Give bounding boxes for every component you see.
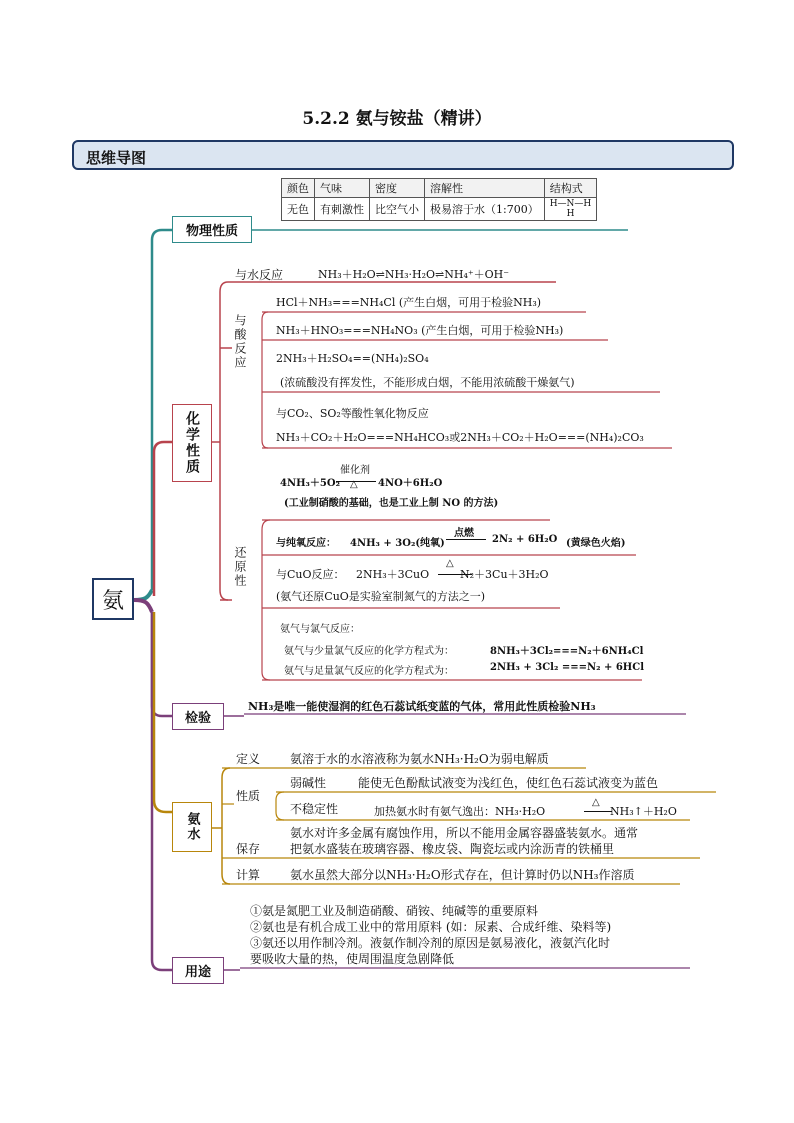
catalytic-note: (工业制硝酸的基础，也是工业上制 NO 的方法) [284, 498, 499, 509]
water-reaction-label: 与水反应 [235, 268, 284, 282]
oxygen-left: 4NH₃ + 3O₂(纯氧) [350, 538, 445, 549]
table-cell: 比空气小 [370, 198, 425, 221]
aw-unstable-text: 加热氨水时有氨气逸出：NH₃·H₂O [374, 805, 546, 818]
physical-properties-table [281, 178, 597, 221]
oxygen-prefix: 与纯氧反应： [276, 538, 336, 549]
ammonia-water-label: 氨水 [184, 812, 200, 842]
aw-unstable-right: NH₃↑＋H₂O [610, 805, 677, 818]
chlorine-excess-prefix: 氨气与足量氯气反应的化学方程式为： [284, 666, 454, 677]
uses-line1: ①氨是氮肥工业及制造硝酸、硝铵、纯碱等的重要原料 [250, 904, 539, 918]
aw-unstable-condition: △ [592, 797, 600, 808]
physical-label: 物理性质 [185, 224, 238, 239]
chlorine-excess-equation: 2NH₃ + 3Cl₂ ===N₂ + 6HCl [490, 662, 645, 673]
structural-formula-sub: H [566, 209, 575, 219]
acid-h2so4: 2NH₃＋H₂SO₄==(NH₄)₂SO₄ [276, 352, 429, 365]
aw-unstable-arrow [584, 811, 612, 812]
oxygen-arrow [446, 539, 486, 540]
acid-hno3: NH₃＋HNO₃===NH₄NO₃ (产生白烟，可用于检验NH₃) [276, 324, 564, 337]
uses-line3: ③氨还以用作制冷剂。液氨作制冷剂的原因是氨易液化，液氨汽化时 [250, 936, 611, 950]
test-label: 检验 [184, 711, 211, 726]
root-label: 氨 [101, 588, 124, 614]
table-cell: 有刺激性 [315, 198, 370, 221]
table-cell: 无色 [282, 198, 315, 221]
uses-line2: ②氨也是有机合成工业中的常用原料 (如：尿素、合成纤维、染料等) [250, 920, 612, 934]
aw-storage-line1: 氨水对许多金属有腐蚀作用，所以不能用金属容器盛装氨水。通常 [290, 826, 639, 840]
cuo-prefix: 与CuO反应： [276, 568, 345, 581]
chemical-node [172, 404, 212, 482]
acid-reaction-label: 与酸反应 [233, 314, 247, 370]
aw-storage-line2: 把氨水盛装在玻璃容器、橡皮袋、陶瓷坛或内涂沥青的铁桶里 [290, 842, 615, 856]
oxygen-right: 2N₂ + 6H₂O [492, 534, 558, 545]
cuo-condition: △ [446, 558, 454, 569]
ammonia-water-node [172, 802, 212, 852]
acid-hcl: HCl＋NH₃===NH₄Cl (产生白烟，可用于检验NH₃) [276, 296, 542, 309]
uses-line4: 要吸收大量的热，使周围温度急剧降低 [250, 952, 455, 966]
acid-co2-equation: NH₃＋CO₂＋H₂O===NH₄HCO₃或2NH₃＋CO₂＋H₂O===(NH₄)₂CO₃ [276, 431, 644, 444]
table-header: 结构式 [544, 179, 597, 198]
chlorine-title: 氨气与氯气反应： [280, 624, 360, 635]
structural-formula [544, 198, 597, 221]
test-node [172, 703, 224, 730]
uses-label: 用途 [184, 965, 211, 980]
root-node [92, 578, 134, 620]
catalytic-condition: 催化剂 [340, 465, 370, 476]
uses-node [172, 957, 224, 984]
section-header-label: 思维导图 [86, 149, 147, 167]
cuo-left: 2NH₃＋3CuO [356, 568, 430, 581]
water-reaction-equation: NH₃＋H₂O⇌NH₃·H₂O⇌NH₄⁺＋OH⁻ [318, 268, 510, 281]
cuo-note: (氨气还原CuO是实验室制氮气的方法之一) [276, 590, 486, 603]
aw-definition-label: 定义 [236, 752, 261, 766]
physical-node [172, 216, 252, 243]
aw-calc-text: 氨水虽然大部分以NH₃·H₂O形式存在，但计算时仍以NH₃作溶质 [290, 868, 635, 882]
chlorine-few-equation: 8NH₃＋3Cl₂===N₂＋6NH₄Cl [490, 646, 644, 657]
oxygen-note: (黄绿色火焰) [566, 538, 626, 549]
chemical-label: 化学性质 [184, 411, 200, 475]
section-header [72, 140, 734, 170]
catalytic-left: 4NH₃＋5O₂ [280, 478, 340, 489]
aw-property-label: 性质 [236, 789, 261, 803]
aw-weak-base-text: 能使无色酚酞试液变为浅红色，使红色石蕊试液变为蓝色 [358, 776, 659, 790]
table-cell: 极易溶于水（1:700） [425, 198, 545, 221]
test-text: NH₃是唯一能使湿润的红色石蕊试纸变蓝的气体，常用此性质检验NH₃ [248, 700, 596, 713]
chlorine-few-prefix: 氨气与少量氯气反应的化学方程式为： [284, 646, 454, 657]
table-header: 颜色 [282, 179, 315, 198]
structural-formula-main: H—N—H [549, 199, 592, 209]
reduction-label: 还原性 [233, 546, 247, 588]
oxygen-condition: 点燃 [454, 528, 474, 539]
page-title: 5.2.2 氨与铵盐（精讲） [302, 109, 492, 129]
aw-calc-label: 计算 [236, 868, 261, 882]
acid-h2so4-note: (浓硫酸没有挥发性，不能形成白烟，不能用浓硫酸干燥氨气) [280, 376, 575, 389]
table-header: 密度 [370, 179, 425, 198]
aw-definition-text: 氨溶于水的水溶液称为氨水NH₃·H₂O为弱电解质 [290, 752, 549, 766]
table-header: 溶解性 [425, 179, 545, 198]
catalytic-heat: △ [350, 479, 358, 490]
cuo-right: N₂＋3Cu＋3H₂O [460, 568, 549, 581]
acid-co2-title: 与CO₂、SO₂等酸性氧化物反应 [276, 407, 429, 420]
aw-storage-label: 保存 [236, 842, 261, 856]
catalytic-right: 4NO＋6H₂O [378, 478, 443, 489]
aw-unstable-label: 不稳定性 [290, 802, 339, 816]
table-header: 气味 [315, 179, 370, 198]
aw-weak-base-label: 弱碱性 [290, 776, 327, 790]
